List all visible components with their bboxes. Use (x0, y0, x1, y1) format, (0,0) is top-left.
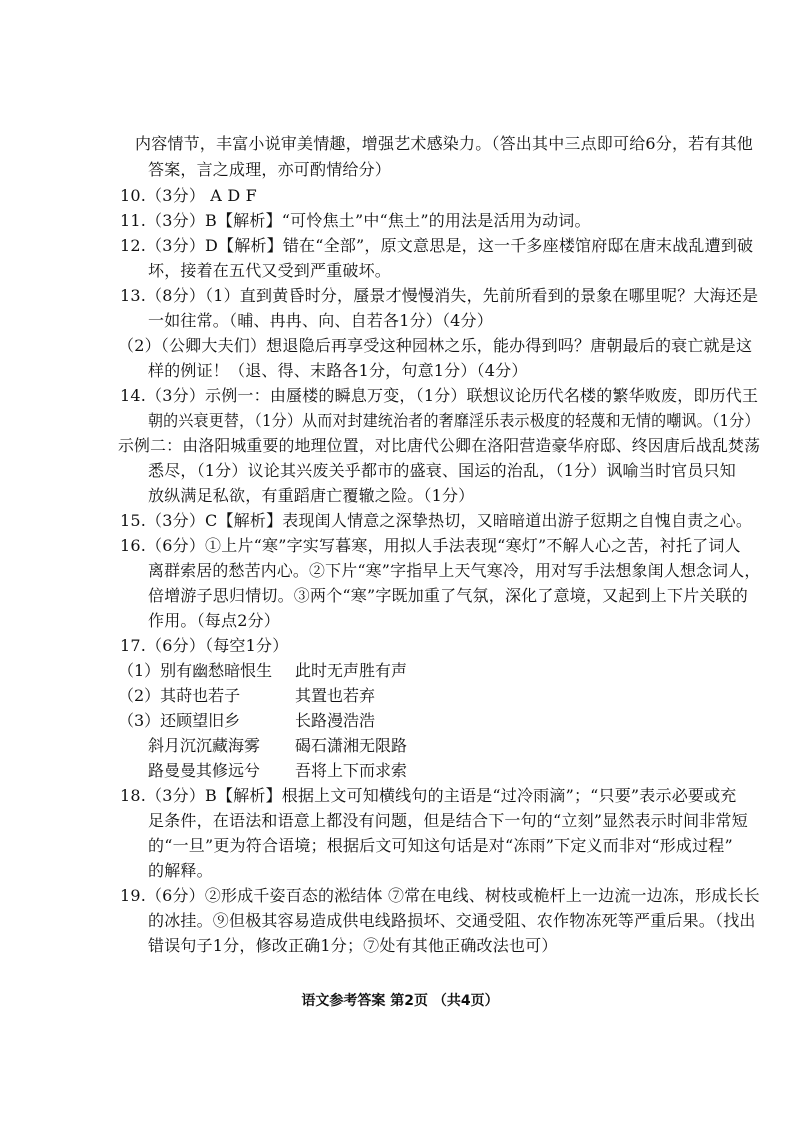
poem-answer-right: 此时无声胜有声 (295, 661, 408, 680)
text-line: 13.（8分）（1）直到黄昏时分，蜃景才慢慢消失，先前所看到的景象在哪里呢？大海还是 (120, 286, 759, 305)
poem-answer-right: 碣石潇湘无限路 (295, 736, 408, 755)
poem-answer-right: 长路漫浩浩 (295, 711, 376, 730)
text-line: 样的例证！（退、得、末路各1分，句意1分）（4分） (148, 361, 528, 380)
text-line: 16.（6分）①上片“寒”字实写暮寒，用拟人手法表现“寒灯”不解人心之苦，衬托了词人 (120, 536, 741, 555)
poem-answer-left: 路曼曼其修远兮 (148, 761, 261, 780)
text-line: 作用。（每点2分） (148, 611, 280, 630)
text-line: 的“一旦”更为符合语境；根据后文可知这句话是对“冻雨”下定义而非对“形成过程” (148, 836, 733, 855)
text-line: 放纵满足私欲，有重蹈唐亡覆辙之险。（1分） (148, 486, 475, 505)
poem-answer-left: （1）别有幽愁暗恨生 (118, 661, 273, 680)
text-line: 17.（6分）（每空1分） (120, 636, 289, 655)
text-line: 错误句子1分，修改正确1分；⑦处有其他正确改法也可） (148, 936, 558, 955)
poem-answer-left: 斜月沉沉藏海雾 (148, 736, 261, 755)
text-line: 11.（3分）B【解析】“可怜焦土”中“焦土”的用法是活用为动词。 (120, 211, 591, 230)
poem-answer-right: 吾将上下而求索 (295, 761, 408, 780)
poem-answer-left: （2）其莳也若子 (118, 686, 241, 705)
text-line: 示例二：由洛阳城重要的地理位置，对比唐代公卿在洛阳营造豪华府邸、终因唐后战乱焚荡 (118, 436, 761, 455)
text-line: 足条件，在语法和语意上都没有问题，但是结合下一句的“立刻”显然表示时间非常短 (148, 811, 748, 830)
text-line: 10.（3分） A D F (120, 186, 257, 205)
text-line: 答案，言之成理，亦可酌情给分） (148, 160, 392, 179)
text-line: （2）（公卿大夫们）想退隐后再享受这种园林之乐，能办得到吗？唐朝最后的衰亡就是这 (118, 336, 753, 355)
text-line: 坏，接着在五代又受到严重破坏。 (148, 261, 392, 280)
text-line: 离群索居的愁苦内心。②下片“寒”字指早上天气寒冷，用对写手法想象闺人想念词人， (148, 561, 761, 580)
text-line: 的解释。 (148, 861, 213, 880)
text-line: 倍增游子思归情切。③两个“寒”字既加重了气氛，深化了意境，又起到上下片关联的 (148, 586, 748, 605)
text-line: 悉尽，（1分）议论其兴废关乎都市的盛衰、国运的治乱，（1分）讽喻当时官员只知 (148, 461, 736, 480)
text-line: 朝的兴衰更替，（1分）从而对封建统治者的奢靡淫乐表示极度的轻蔑和无情的嘲讽。（1分） (148, 411, 760, 430)
text-line: 内容情节，丰富小说审美情趣，增强艺术感染力。（答出其中三点即可给6分，若有其他 (135, 134, 753, 153)
text-line: 19.（6分）②形成千姿百态的淞结体 ⑦常在电线、树枝或桅杆上一边流一边冻，形成长长 (120, 886, 760, 905)
text-line: 一如往常。（晡、冉冉、向、自若各1分）（4分） (148, 311, 493, 330)
text-line: 15.（3分）C【解析】表现闺人情意之深挚热切，又暗暗道出游子愆期之自愧自责之心。 (120, 511, 753, 530)
poem-answer-left: （3）还顾望旧乡 (118, 711, 241, 730)
poem-answer-right: 其置也若弃 (295, 686, 376, 705)
text-line: 18.（3分）B【解析】根据上文可知横线句的主语是“过冷雨滴”；“只要”表示必要或充 (120, 786, 737, 805)
text-line: 的冰挂。⑨但极其容易造成供电线路损坏、交通受阻、农作物冻死等严重后果。（找出 (148, 911, 756, 930)
text-line: 14.（3分）示例一：由蜃楼的瞬息万变，（1分）联想议论历代名楼的繁华败废，即历代王 (120, 386, 759, 405)
page-footer: 语文参考答案 第2页 （共4页） (301, 993, 499, 1009)
text-line: 12.（3分）D【解析】错在“全部”，原文意思是，这一千多座楼馆府邸在唐末战乱遭到破 (120, 236, 754, 255)
